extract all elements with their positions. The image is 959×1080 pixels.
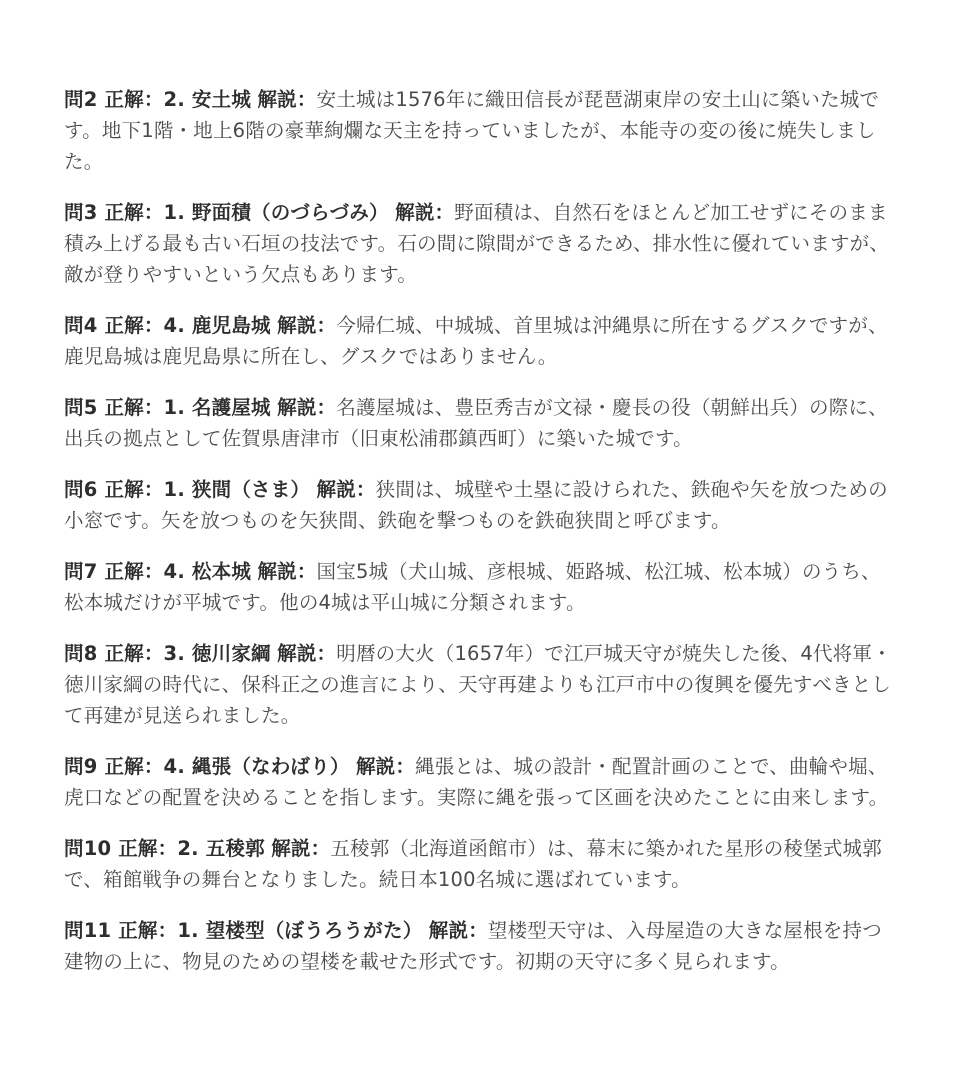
explanation-text: 望楼型天守は、入母屋造の大きな屋根を持つ建物の上に、物見のための望楼を載せた形式です。初期の天守に多く見られます。 (64, 919, 882, 973)
explanation-text: 縄張とは、城の設計・配置計画のことで、曲輪や堀、虎口などの配置を決めることを指します。実際に縄を張って区画を決めたことに由来します。 (64, 755, 889, 809)
explanation-text: 国宝5城（犬山城、彦根城、姫路城、松江城、松本城）のうち、松本城だけが平城です。他の4城は平山城に分類されます。 (64, 560, 881, 614)
explanation-label: 解説： (428, 919, 488, 942)
explanation-label: 解説： (395, 201, 455, 224)
answer-item-q10 (64, 833, 899, 895)
answer-label: 問2 正解：2. 安土城 (64, 88, 252, 111)
explanation-label: 解説： (316, 478, 376, 501)
explanation-label: 解説： (257, 560, 317, 583)
answer-item-q2 (64, 84, 899, 177)
explanation-text: 今帰仁城、中城城、首里城は沖縄県に所在するグスクですが、鹿児島城は鹿児島県に所在し、グスクではありません。 (64, 314, 888, 368)
answer-item-q5 (64, 392, 899, 454)
answer-item-q4 (64, 310, 899, 372)
answer-list (64, 84, 899, 997)
answer-label: 問10 正解：2. 五稜郭 (64, 837, 265, 860)
answer-label: 問3 正解：1. 野面積（のづらづみ） (64, 201, 389, 224)
answer-item-q6 (64, 474, 899, 536)
answer-label: 問11 正解：1. 望楼型（ぼうろうがた） (64, 919, 423, 942)
answer-label: 問6 正解：1. 狭間（さま） (64, 478, 311, 501)
answer-item-q9 (64, 751, 899, 813)
explanation-text: 明暦の大火（1657年）で江戸城天守が焼失した後、4代将軍・徳川家綱の時代に、保科正之の進言により、天守再建よりも江戸市中の復興を優先すべきとして再建が見送られました。 (64, 642, 892, 727)
explanation-label: 解説： (257, 88, 317, 111)
answer-label: 問8 正解：3. 徳川家綱 (64, 642, 271, 665)
explanation-label: 解説： (277, 396, 337, 419)
explanation-text: 狭間は、城壁や土塁に設けられた、鉄砲や矢を放つための小窓です。矢を放つものを矢狭間、鉄砲を撃つものを鉄砲狭間と呼びます。 (64, 478, 888, 532)
explanation-text: 五稜郭（北海道函館市）は、幕末に築かれた星形の稜堡式城郭で、箱館戦争の舞台となりました。続日本100名城に選ばれています。 (64, 837, 882, 891)
explanation-label: 解説： (271, 837, 331, 860)
explanation-text: 安土城は1576年に織田信長が琵琶湖東岸の安土山に築いた城です。地下1階・地上6階の豪華絢爛な天主を持っていましたが、本能寺の変の後に焼失しました。 (64, 88, 880, 173)
explanation-label: 解説： (277, 314, 337, 337)
explanation-label: 解説： (277, 642, 337, 665)
answer-label: 問9 正解：4. 縄張（なわばり） (64, 755, 350, 778)
answer-item-q11 (64, 915, 899, 977)
answer-item-q8 (64, 638, 899, 731)
explanation-text: 野面積は、自然石をほとんど加工せずにそのまま積み上げる最も古い石垣の技法です。石の間に隙間ができるため、排水性に優れていますが、敵が登りやすいという欠点もあります。 (64, 201, 890, 286)
answer-item-q7 (64, 556, 899, 618)
answer-item-q3 (64, 197, 899, 290)
explanation-label: 解説： (355, 755, 416, 778)
answer-label: 問7 正解：4. 松本城 (64, 560, 252, 583)
answer-label: 問4 正解：4. 鹿児島城 (64, 314, 271, 337)
answer-label: 問5 正解：1. 名護屋城 (64, 396, 271, 419)
explanation-text: 名護屋城は、豊臣秀吉が文禄・慶長の役（朝鮮出兵）の際に、出兵の拠点として佐賀県唐津市（旧東松浦郡鎮西町）に築いた城です。 (64, 396, 888, 450)
